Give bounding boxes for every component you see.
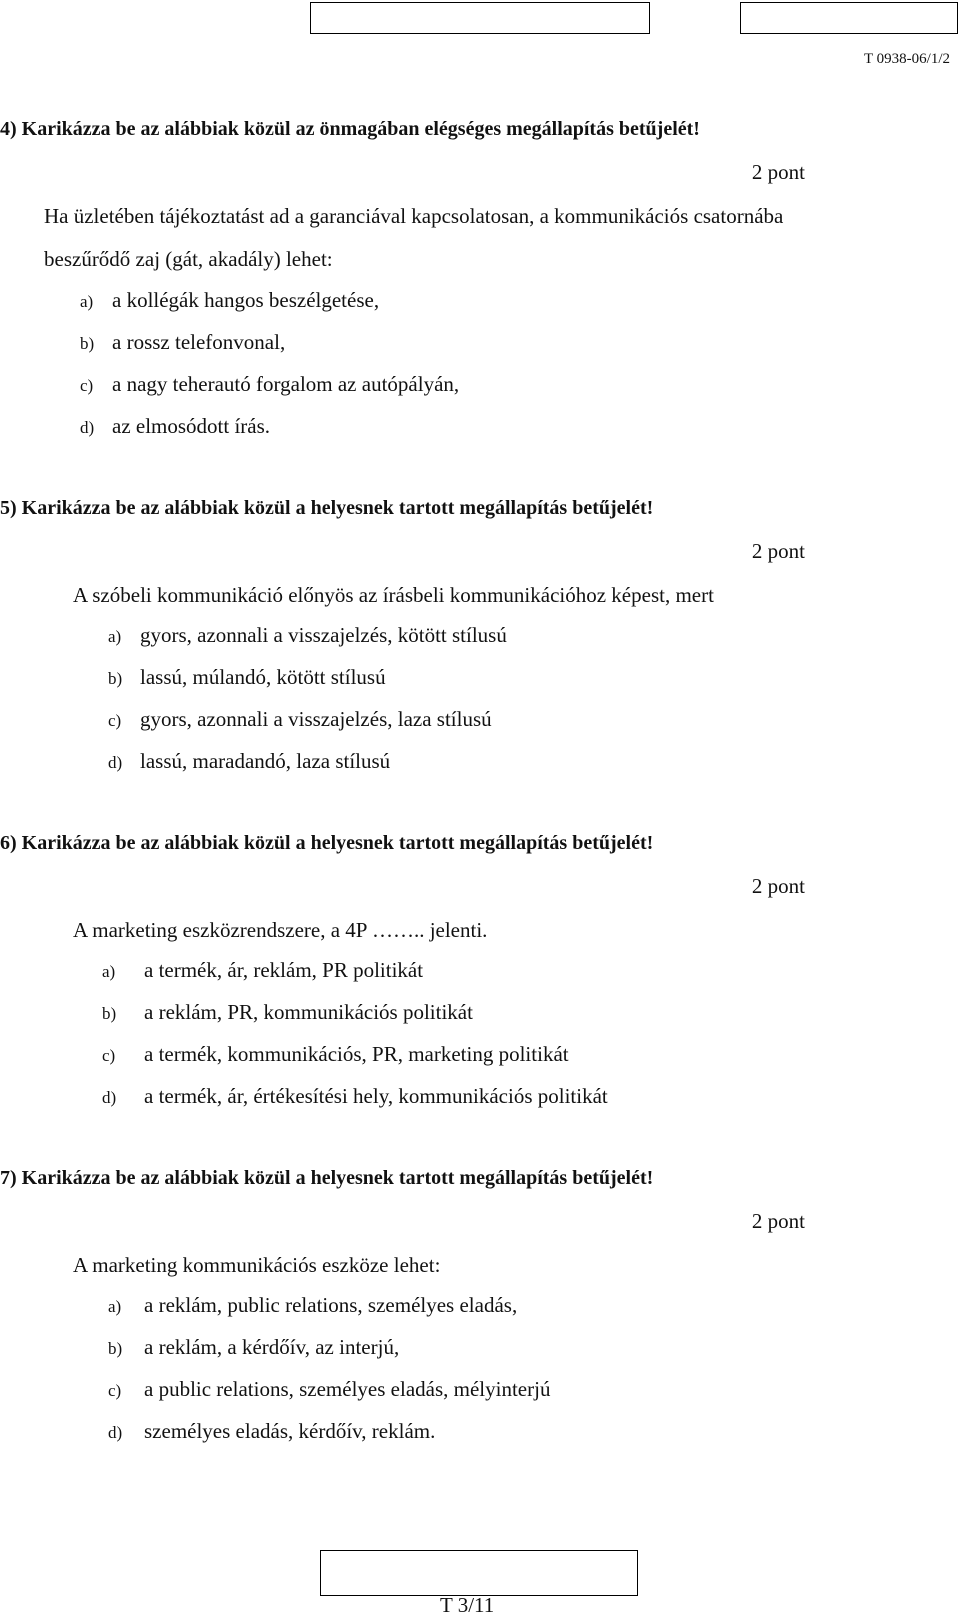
option-a bbox=[102, 958, 423, 983]
option-letter: a) bbox=[80, 292, 94, 311]
question-stem bbox=[73, 1244, 440, 1287]
stem-line: A marketing kommunikációs eszköze lehet: bbox=[73, 1253, 441, 1277]
option-text: a rossz telefonvonal, bbox=[112, 330, 286, 354]
document-code: T 0938-06/1/2 bbox=[864, 51, 950, 67]
question-title: 5) Karikázza be az alábbiak közül a helyesnek tartott megállapítás betűjelét! bbox=[0, 497, 654, 519]
question-points: 2 pont bbox=[751, 160, 805, 184]
option-c bbox=[108, 707, 492, 732]
option-letter: d) bbox=[108, 1423, 123, 1442]
option-letter: b) bbox=[108, 669, 123, 688]
option-text: gyors, azonnali a visszajelzés, kötött stílusú bbox=[140, 623, 507, 647]
option-text: az elmosódott írás. bbox=[112, 414, 271, 438]
stem-line: beszűrődő zaj (gát, akadály) lehet: bbox=[44, 247, 333, 271]
option-letter: c) bbox=[108, 1381, 122, 1400]
option-text: a reklám, PR, kommunikációs politikát bbox=[144, 1000, 473, 1024]
option-text: lassú, maradandó, laza stílusú bbox=[140, 749, 391, 773]
option-c bbox=[108, 1377, 550, 1402]
option-letter: c) bbox=[80, 376, 94, 395]
option-text: a termék, ár, értékesítési hely, kommunikációs politikát bbox=[144, 1084, 608, 1108]
stem-line: A marketing eszközrendszere, a 4P …….. jelenti. bbox=[73, 918, 488, 942]
option-d bbox=[102, 1084, 608, 1109]
stem-line: A szóbeli kommunikáció előnyös az írásbeli kommunikációhoz képest, mert bbox=[73, 583, 714, 607]
option-b bbox=[108, 665, 386, 690]
question-points: 2 pont bbox=[751, 874, 805, 898]
option-letter: a) bbox=[108, 627, 122, 646]
option-text: a reklám, a kérdőív, az interjú, bbox=[144, 1335, 400, 1359]
option-a bbox=[108, 623, 507, 648]
option-letter: b) bbox=[102, 1004, 117, 1023]
option-letter: a) bbox=[108, 1297, 122, 1316]
option-letter: b) bbox=[108, 1339, 123, 1358]
question-title: 7) Karikázza be az alábbiak közül a helyesnek tartott megállapítás betűjelét! bbox=[0, 1167, 654, 1189]
option-text: a nagy teherautó forgalom az autópályán, bbox=[112, 372, 460, 396]
option-d bbox=[108, 1419, 435, 1444]
option-letter: a) bbox=[102, 962, 116, 981]
question-stem bbox=[73, 574, 714, 617]
candidate-name-box bbox=[310, 2, 650, 34]
option-letter: c) bbox=[108, 711, 122, 730]
option-d bbox=[108, 749, 390, 774]
stem-line: Ha üzletében tájékoztatást ad a garanciával kapcsolatosan, a kommunikációs csatornába bbox=[44, 204, 784, 228]
option-text: lassú, múlandó, kötött stílusú bbox=[140, 665, 386, 689]
option-a bbox=[108, 1293, 517, 1318]
option-letter: d) bbox=[108, 753, 123, 772]
option-c bbox=[102, 1042, 569, 1067]
option-letter: d) bbox=[102, 1088, 117, 1107]
option-text: személyes eladás, kérdőív, reklám. bbox=[144, 1419, 436, 1443]
option-a bbox=[80, 288, 379, 313]
option-b bbox=[80, 330, 285, 355]
option-text: a termék, kommunikációs, PR, marketing politikát bbox=[144, 1042, 569, 1066]
question-stem bbox=[73, 909, 487, 952]
candidate-code-box bbox=[740, 2, 958, 34]
question-points: 2 pont bbox=[751, 1209, 805, 1233]
option-text: a kollégák hangos beszélgetése, bbox=[112, 288, 380, 312]
option-d bbox=[80, 414, 270, 439]
option-text: a reklám, public relations, személyes eladás, bbox=[144, 1293, 518, 1317]
option-b bbox=[102, 1000, 473, 1025]
score-box bbox=[320, 1550, 638, 1596]
option-b bbox=[108, 1335, 399, 1360]
option-letter: b) bbox=[80, 334, 95, 353]
question-stem bbox=[44, 195, 783, 281]
option-c bbox=[80, 372, 459, 397]
question-title: 6) Karikázza be az alábbiak közül a helyesnek tartott megállapítás betűjelét! bbox=[0, 832, 654, 854]
option-text: gyors, azonnali a visszajelzés, laza stílusú bbox=[140, 707, 492, 731]
option-letter: c) bbox=[102, 1046, 116, 1065]
question-title: 4) Karikázza be az alábbiak közül az önmagában elégséges megállapítás betűjelét! bbox=[0, 118, 700, 140]
option-letter: d) bbox=[80, 418, 95, 437]
option-text: a termék, ár, reklám, PR politikát bbox=[144, 958, 424, 982]
question-points: 2 pont bbox=[751, 539, 805, 563]
page-number: T 3/11 bbox=[440, 1593, 495, 1617]
option-text: a public relations, személyes eladás, mélyinterjú bbox=[144, 1377, 551, 1401]
